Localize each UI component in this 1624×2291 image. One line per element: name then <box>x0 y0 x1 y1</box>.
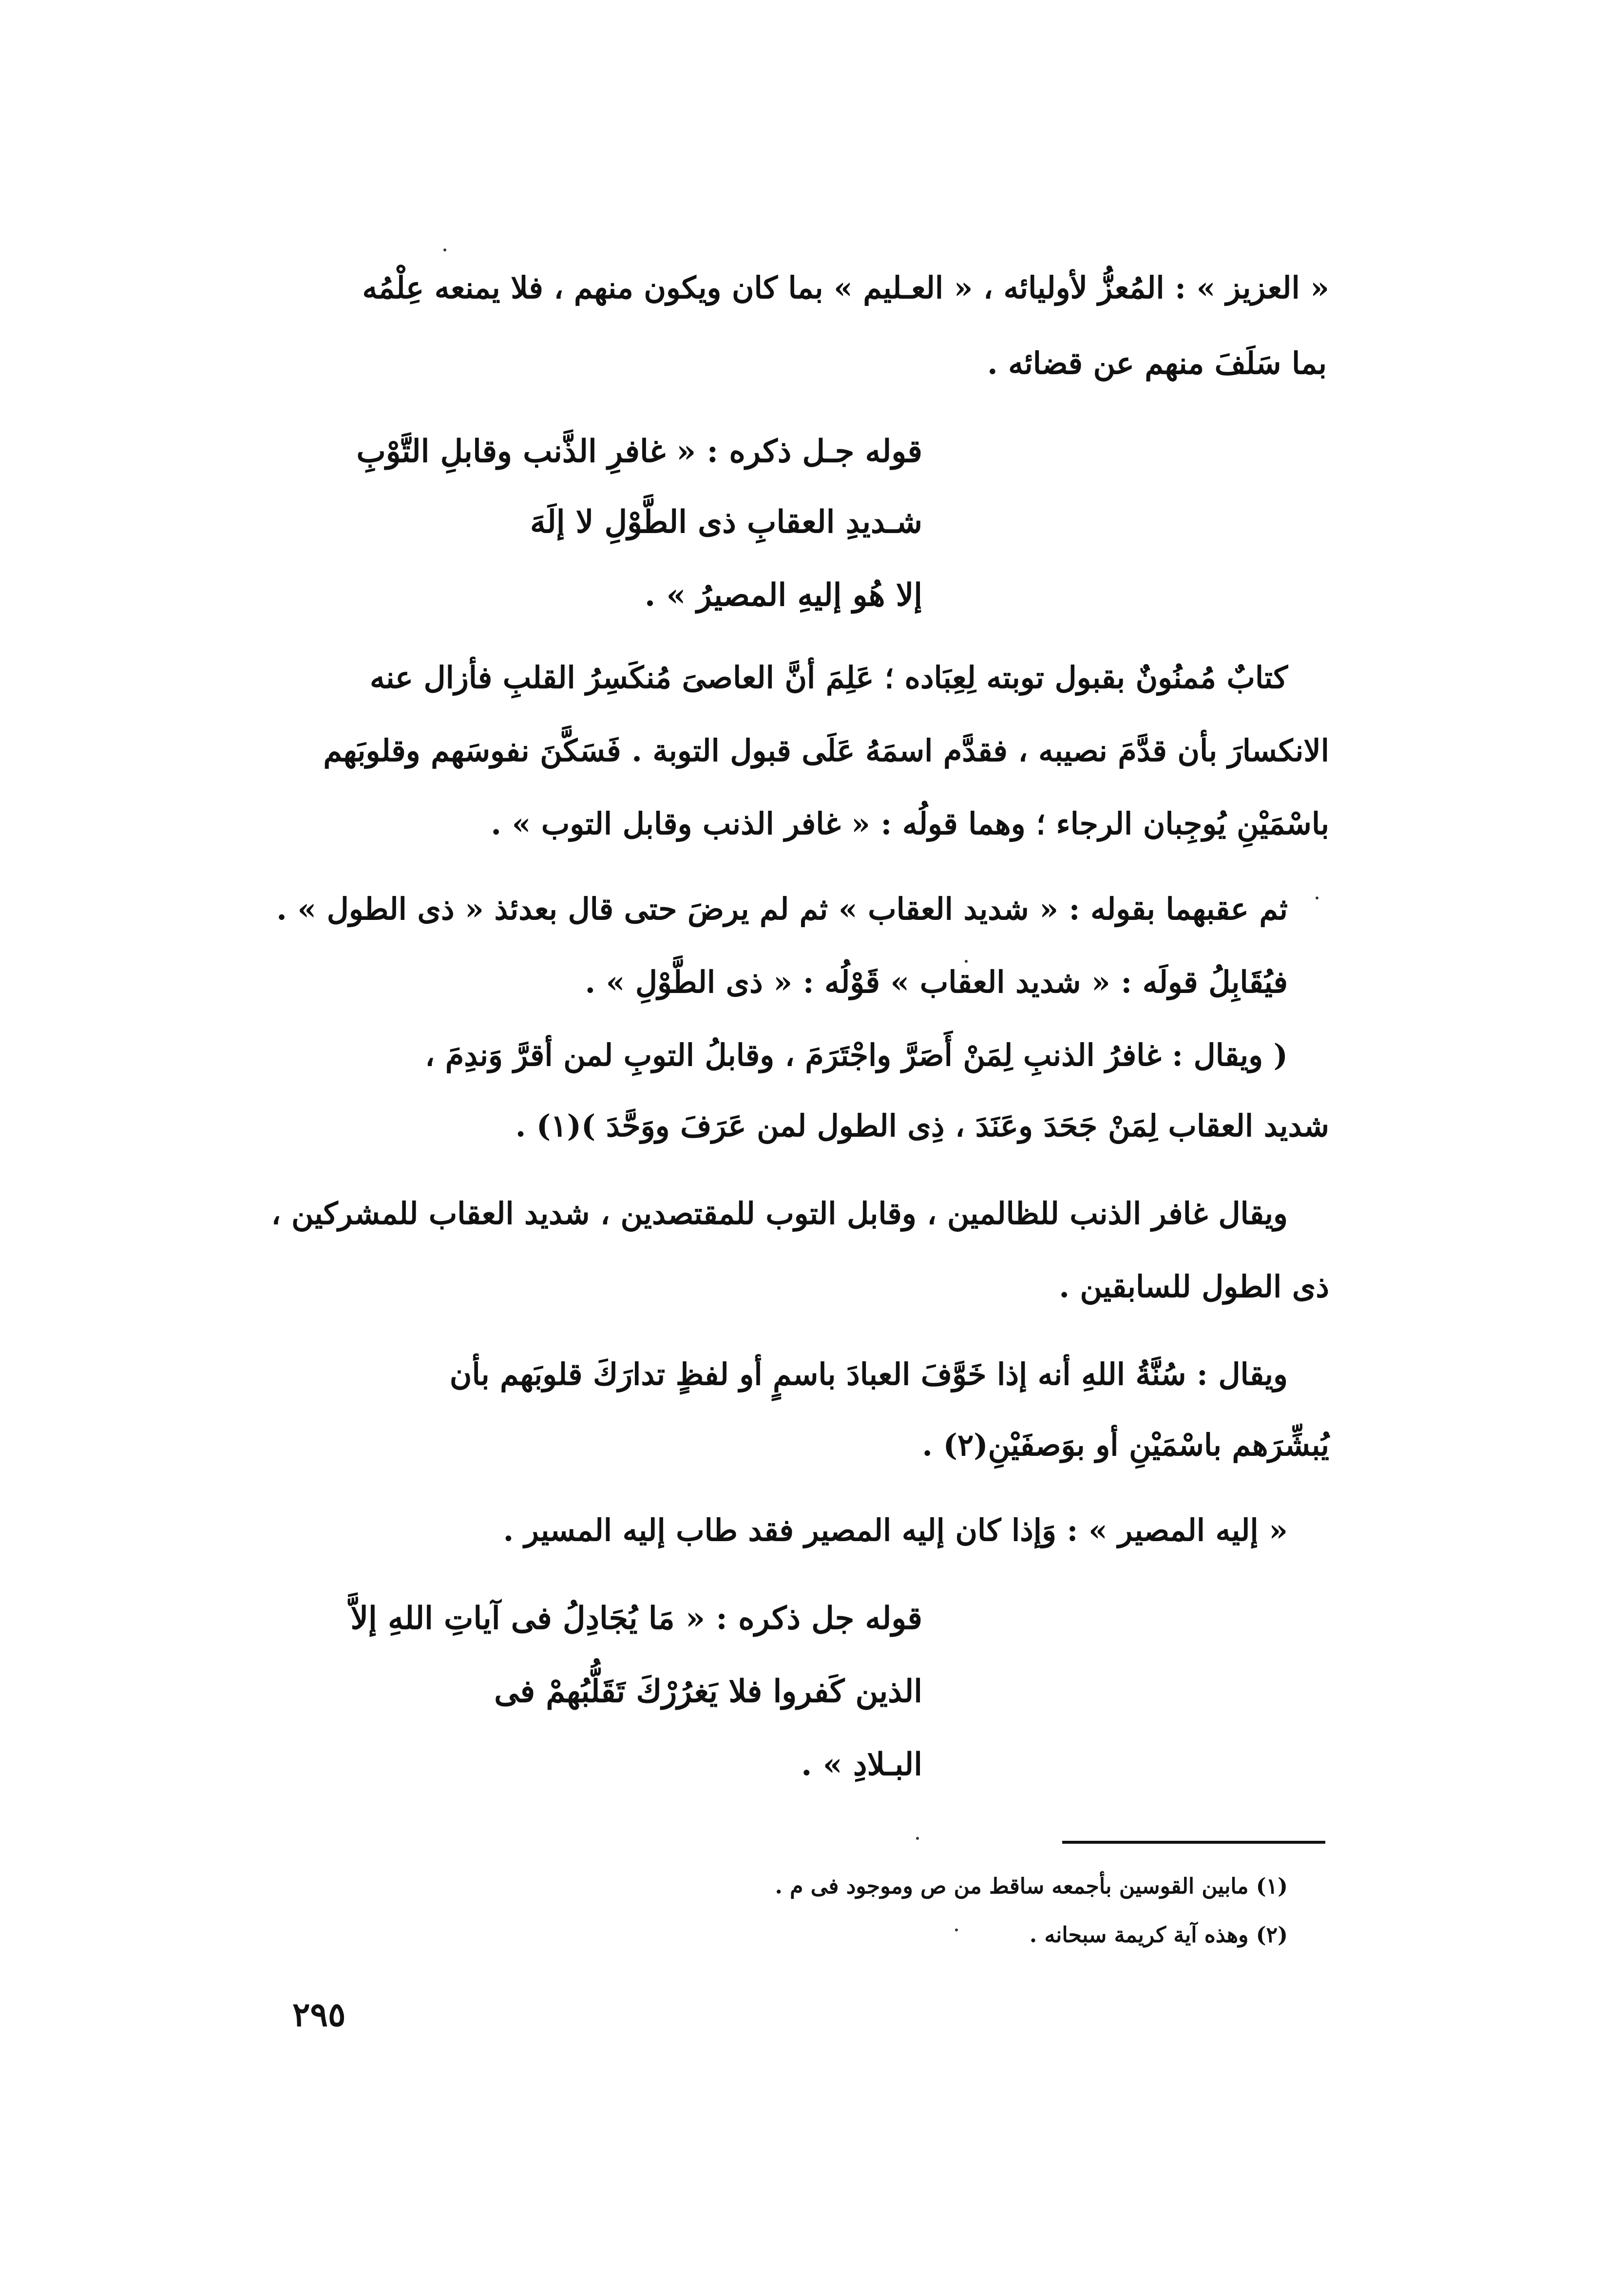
verse-line: قوله جـل ذكره : « غافرِ الذَّنب وقابلِ التَّوْبِ <box>356 433 922 470</box>
print-speck <box>443 248 446 251</box>
text-line: كتابٌ مُمنُونٌ بقبول توبته لِعِبَاده ؛ عَلِمَ أنَّ العاصىَ مُنكَسِرُ القلبِ فأزال عنه <box>370 660 1288 695</box>
text-line: ثم عقبهما بقوله : « شديد العقاب » ثم لم يرضَ حتى قال بعدئذ « ذى الطول » . <box>276 891 1288 927</box>
text-line: فيُقَابِلُ قولَه : « شديد العقاب » قَوْلُه : « ذى الطَّوْلِ » . <box>585 964 1288 1000</box>
text-line: ذى الطول للسابقين . <box>1059 1269 1329 1304</box>
verse-line: الذين كَفروا فلا يَغرُرْكَ تَقَلُّبُهمْ فى <box>494 1673 922 1710</box>
verse-line: إلا هُو إليهِ المصيرُ » . <box>644 577 922 613</box>
text-line: شديد العقاب لِمَنْ جَحَدَ وعَنَدَ ، ذِى الطول لمن عَرَفَ ووَحَّدَ )(١) . <box>515 1108 1329 1144</box>
text-line: باسْمَيْنِ يُوجِبان الرجاء ؛ وهما قولُه : « غافر الذنب وقابل التوب » . <box>491 806 1329 841</box>
print-speck <box>1316 897 1318 899</box>
text-line: الانكسارَ بأن قدَّمَ نصيبه ، فقدَّم اسمَهُ عَلَى قبول التوبة . فَسَكَّنَ نفوسَهم وقلوبَهم <box>323 733 1329 768</box>
footnote: (١) مابين القوسين بأجمعه ساقط من ص وموجود فى م . <box>775 1874 1288 1899</box>
text-line: ( ويقال : غافرُ الذنبِ لِمَنْ أَصَرَّ واجْتَرَمَ ، وقابلُ التوبِ لمن أقرَّ وَندِمَ ، <box>425 1037 1288 1073</box>
print-speck <box>955 1928 958 1931</box>
text-line: ويقال : سُنَّةُ اللهِ أنه إذا خَوَّفَ العبادَ باسمٍ أو لفظٍ تدارَكَ قلوبَهم بأن <box>449 1356 1288 1392</box>
verse-line: قوله جل ذكره : « مَا يُجَادِلُ فى آياتِ اللهِ إلاَّ <box>350 1600 922 1637</box>
text-line: يُبشِّرَهم باسْمَيْنِ أو بوَصفَيْنِ(٢) . <box>922 1427 1329 1463</box>
text-line: بما سَلَفَ منهم عن قضائه . <box>987 345 1327 381</box>
text-line: « العزيز » : المُعزُّ لأوليائه ، « العـليم » بما كان ويكون منهم ، فلا يمنعه عِلْمُه <box>362 270 1329 305</box>
footnote-separator <box>1062 1841 1325 1844</box>
print-speck <box>916 1837 919 1840</box>
footnote: (٢) وهذه آية كريمة سبحانه . <box>1029 1923 1288 1947</box>
text-line: ويقال غافر الذنب للظالمين ، وقابل التوب للمقتصدين ، شديد العقاب للمشركين ، <box>271 1196 1288 1231</box>
verse-line: البـلادِ » . <box>801 1746 922 1783</box>
text-line: « إليه المصير » : وَإذا كان إليه المصير فقد طاب إليه المسير . <box>503 1512 1288 1548</box>
page-number: ٢٩٥ <box>292 1995 346 2034</box>
print-speck <box>965 960 968 963</box>
verse-line: شـديدِ العقابِ ذى الطَّوْلِ لا إلَهَ <box>530 504 922 540</box>
